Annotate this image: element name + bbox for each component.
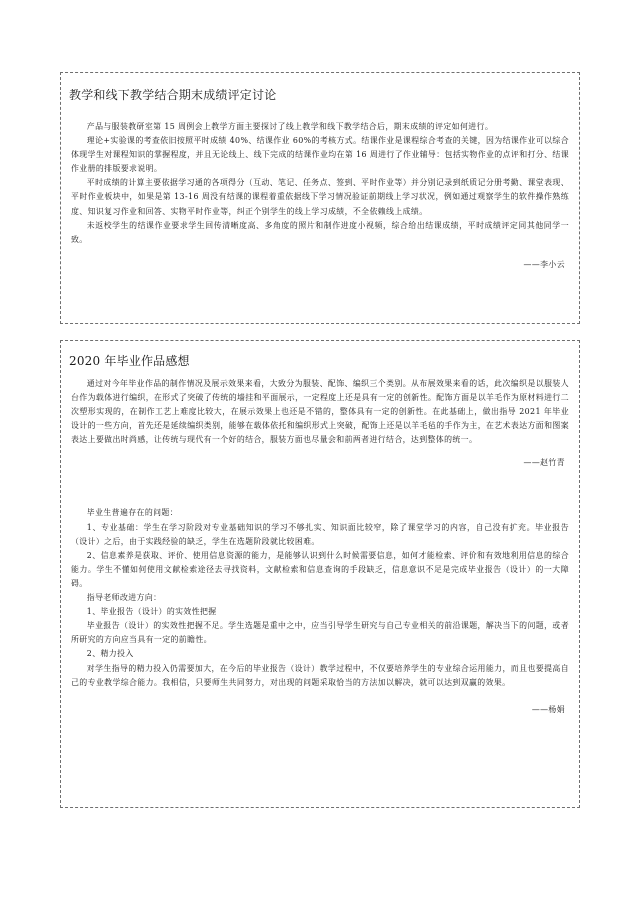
paragraph: 理论+实验课的考查依旧按照平时成绩 40%、结课作业 60%的考核方式。结课作业是课程综合考查的关键，因为结课作业可以综合体现学生对课程知识的掌握程度，并且无论线上、线下完成的结课作业均在第 16 周进行了作业辅导：包括实物作业的点评和打分、结课作业册的排版要求说明。: [71, 136, 569, 174]
paragraph: 2、信息素养是获取、评价、使用信息资源的能力，是能够认识到什么时候需要信息，如何才能检索、评价和有效地利用信息的综合能力。学生不懂如何使用文献检索途径去寻找资料，文献检索和信息查询的手段缺乏，信息意识不足是完成毕业报告（设计）的一大障碍。: [71, 550, 569, 588]
author-signature: ——李小云: [523, 259, 565, 269]
section-teaching-assessment: [60, 72, 580, 324]
paragraph: 未返校学生的结课作业要求学生回传清晰度高、多角度的照片和制作进度小视频，综合给出结课成绩，平时成绩评定同其他同学一致。: [71, 220, 569, 244]
section-body: [61, 103, 579, 247]
directions-heading: 指导老师改进方向：: [86, 593, 162, 603]
problems-heading: 毕业生普遍存在的问题：: [86, 508, 178, 518]
paragraph: 平时成绩的计算主要依据学习通的各项得分（互动、笔记、任务点、签到、平时作业等）并分别记录到纸质记分册考勤、课堂表现、平时作业板块中，如果是第 13-16 周没有结课的课程着重依据线下学习情况验证前期线上学习状况，例如通过观察学生的软件操作熟练度、知识复习作业和回答、实物平时作业等，纠正个别学生的线上学习成绩，不全依赖线上成绩。: [71, 178, 569, 216]
item-title: 1、毕业报告（设计）的实效性把握: [86, 607, 217, 617]
author-signature: ——杨娟: [531, 704, 565, 714]
paragraph: 毕业报告（设计）的实效性把握不足。学生选题是重中之中，应当引导学生研究与自己专业相关的前沿课题，解决当下的问题，或者所研究的方向应当具有一定的前瞻性。: [71, 621, 569, 645]
paragraph: 对学生指导的精力投入仍需要加大，在今后的毕业报告（设计）教学过程中，不仅要培养学生的专业综合运用能力，而且也要提高自己的专业教学综合能力。我相信，只要师生共同努力，对出现的问题采取恰当的方法加以解决，就可以达到双赢的效果。: [71, 663, 569, 687]
section-title: 教学和线下教学结合期末成绩评定讨论: [69, 88, 277, 102]
problems-body: [61, 498, 579, 689]
paragraph: 产品与服装教研室第 15 周例会上教学方面主要探讨了线上教学和线下教学结合后，期末成绩的评定如何进行。: [86, 122, 494, 131]
section-title: 2020 年毕业作品感想: [69, 354, 190, 368]
item-title: 2、精力投入: [86, 649, 134, 659]
paragraph: 通过对今年毕业作品的制作情况及展示效果来看，大致分为服装、配饰、编织三个类别。从布展效果来看的话，此次编织是以服装人台作为载体进行编织，在形式了突破了传统的墙挂和平面展示，一定程度上还是具有一定的创新性。配饰方面是以羊毛作为原材料进行二次塑形实现的，在制作工艺上难度比较大，在展示效果上也还是不错的，整体具有一定的创新性。在此基础上，做出指导 2021 年毕业设计的一些方向，首先还是延续编织类别，能够在载体依托和编织形式上突破，配饰上还是以羊毛毡的手作为主，在艺术表达方面和图案表达上要做出时尚感，让传统与现代有一个好的结合，服装方面也尽量会和前两者进行结合，达到整体的统一。: [71, 379, 569, 445]
section-body: [61, 369, 579, 447]
author-signature: ——赵竹青: [523, 458, 565, 468]
paragraph: 1、专业基础：学生在学习阶段对专业基础知识的学习不够扎实、知识面比较窄，除了课堂学习的内容，自己没有扩充。毕业报告（设计）之后，由于实践经验的缺乏，学生在选题阶段就比较困难。: [71, 522, 569, 546]
section-graduation-works: [60, 340, 580, 808]
